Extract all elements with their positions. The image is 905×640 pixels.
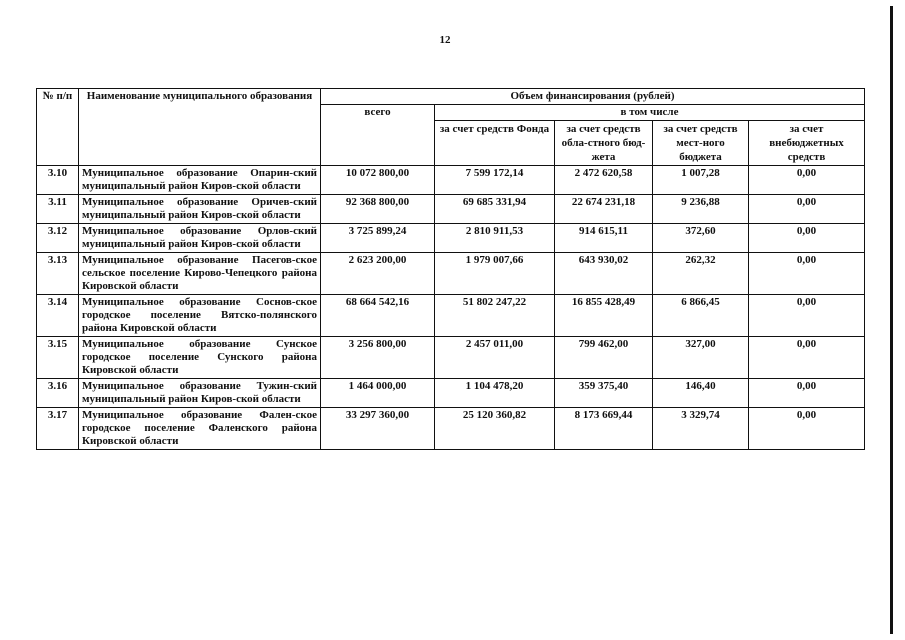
amount-local: 146,40: [653, 379, 749, 408]
amount-regional: 22 674 231,18: [555, 195, 653, 224]
row-number: 3.12: [37, 224, 79, 253]
amount-total: 33 297 360,00: [321, 408, 435, 450]
amount-total: 68 664 542,16: [321, 295, 435, 337]
amount-total: 3 256 800,00: [321, 337, 435, 379]
amount-fund: 25 120 360,82: [435, 408, 555, 450]
amount-total: 10 072 800,00: [321, 166, 435, 195]
table-row: [37, 337, 865, 379]
page-edge-line: [890, 6, 893, 634]
header-row-1: [37, 89, 865, 105]
municipality-name: Муниципальное образование Опарин-ский муниципальный район Киров-ской области: [79, 166, 321, 195]
amount-local: 1 007,28: [653, 166, 749, 195]
page-number: 12: [439, 34, 451, 46]
table-row: [37, 379, 865, 408]
amount-local: 262,32: [653, 253, 749, 295]
amount-fund: 2 457 011,00: [435, 337, 555, 379]
row-number: 3.16: [37, 379, 79, 408]
table-row: [37, 253, 865, 295]
row-number: 3.15: [37, 337, 79, 379]
amount-local: 372,60: [653, 224, 749, 253]
amount-regional: 16 855 428,49: [555, 295, 653, 337]
header-financing: Объем финансирования (рублей): [321, 89, 865, 105]
header-including: в том числе: [435, 105, 865, 121]
amount-regional: 643 930,02: [555, 253, 653, 295]
row-number: 3.17: [37, 408, 79, 450]
header-fund: за счет средств Фонда: [435, 121, 555, 166]
amount-local: 3 329,74: [653, 408, 749, 450]
amount-extra: 0,00: [749, 295, 865, 337]
amount-fund: 1 979 007,66: [435, 253, 555, 295]
amount-extra: 0,00: [749, 195, 865, 224]
header-no: № п/п: [37, 89, 79, 166]
amount-regional: 2 472 620,58: [555, 166, 653, 195]
header-regional: за счет средств обла-стного бюд-жета: [555, 121, 653, 166]
table-row: [37, 408, 865, 450]
amount-regional: 799 462,00: [555, 337, 653, 379]
amount-extra: 0,00: [749, 337, 865, 379]
header-total: всего: [321, 105, 435, 166]
amount-extra: 0,00: [749, 224, 865, 253]
table-row: [37, 224, 865, 253]
amount-fund: 69 685 331,94: [435, 195, 555, 224]
amount-fund: 7 599 172,14: [435, 166, 555, 195]
amount-total: 2 623 200,00: [321, 253, 435, 295]
amount-fund: 1 104 478,20: [435, 379, 555, 408]
amount-fund: 2 810 911,53: [435, 224, 555, 253]
header-extra: за счет внебюджетных средств: [749, 121, 865, 166]
row-number: 3.11: [37, 195, 79, 224]
municipality-name: Муниципальное образование Орлов-ский муниципальный район Киров-ской области: [79, 224, 321, 253]
row-number: 3.13: [37, 253, 79, 295]
municipality-name: Муниципальное образование Фален-ское городское поселение Фаленского района Кировской области: [79, 408, 321, 450]
amount-extra: 0,00: [749, 253, 865, 295]
table-row: [37, 166, 865, 195]
amount-extra: 0,00: [749, 379, 865, 408]
header-name: Наименование муниципального образования: [79, 89, 321, 166]
amount-regional: 359 375,40: [555, 379, 653, 408]
municipality-name: Муниципальное образование Пасегов-ское сельское поселение Кирово-Чепецкого района Кировской области: [79, 253, 321, 295]
amount-fund: 51 802 247,22: [435, 295, 555, 337]
municipality-name: Муниципальное образование Сунское городское поселение Сунского района Кировской области: [79, 337, 321, 379]
amount-extra: 0,00: [749, 408, 865, 450]
table-row: [37, 195, 865, 224]
amount-total: 1 464 000,00: [321, 379, 435, 408]
amount-local: 9 236,88: [653, 195, 749, 224]
amount-regional: 8 173 669,44: [555, 408, 653, 450]
municipality-name: Муниципальное образование Тужин-ский муниципальный район Киров-ской области: [79, 379, 321, 408]
amount-local: 327,00: [653, 337, 749, 379]
amount-extra: 0,00: [749, 166, 865, 195]
amount-local: 6 866,45: [653, 295, 749, 337]
header-local: за счет средств мест-ного бюджета: [653, 121, 749, 166]
amount-total: 3 725 899,24: [321, 224, 435, 253]
amount-regional: 914 615,11: [555, 224, 653, 253]
municipality-name: Муниципальное образование Соснов-ское городское поселение Вятско-полянского района Кировской области: [79, 295, 321, 337]
financing-table: [36, 88, 865, 450]
table-row: [37, 295, 865, 337]
amount-total: 92 368 800,00: [321, 195, 435, 224]
row-number: 3.10: [37, 166, 79, 195]
row-number: 3.14: [37, 295, 79, 337]
municipality-name: Муниципальное образование Оричев-ский муниципальный район Киров-ской области: [79, 195, 321, 224]
